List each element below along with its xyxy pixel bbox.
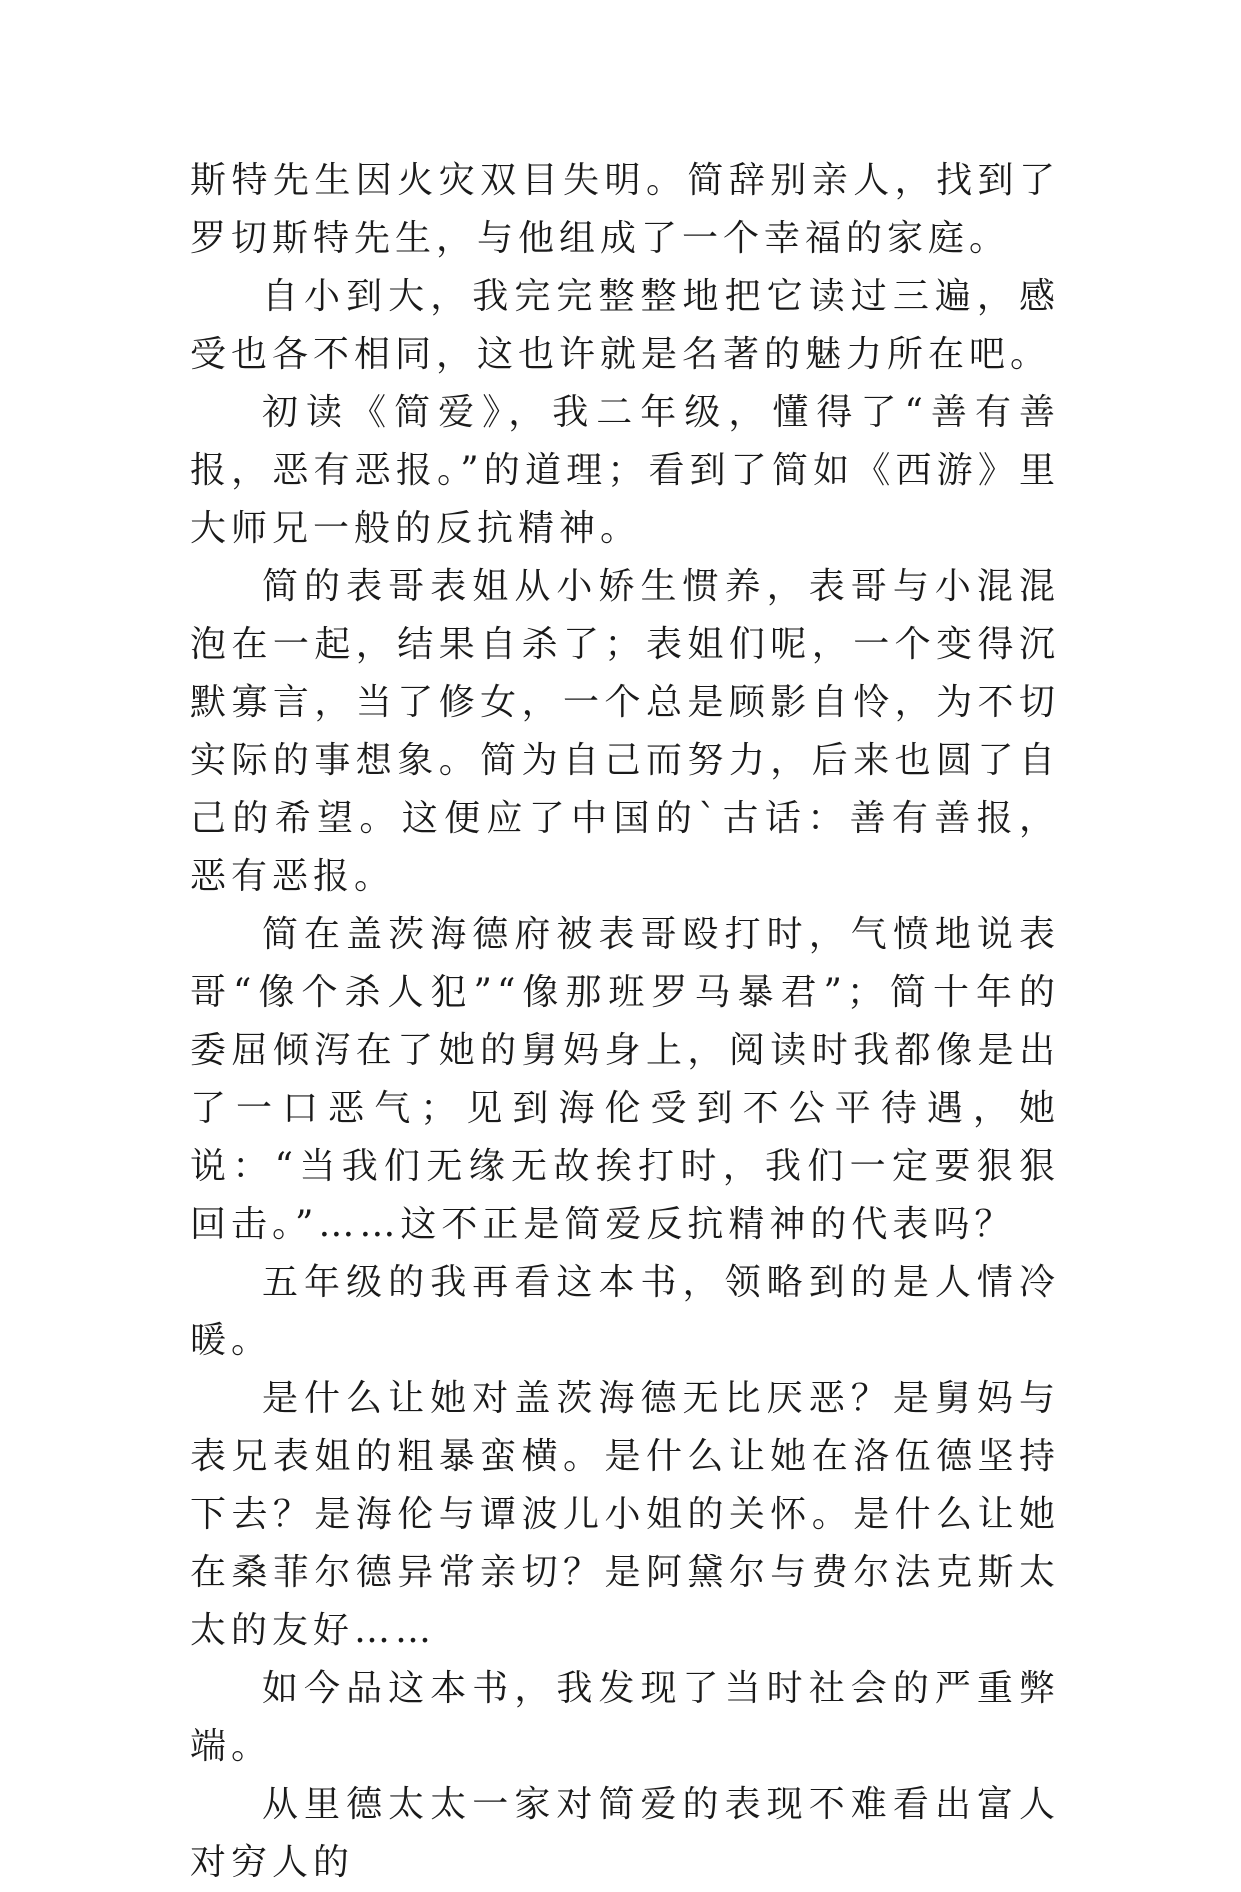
- paragraph-3: 初读《简爱》，我二年级，懂得了“善有善报，恶有恶报。”的道理；看到了简如《西游》里大师兄一般的反抗精神。: [190, 392, 1060, 549]
- paragraph-1: 斯特先生因火灾双目失明。简辞别亲人，找到了罗切斯特先生，与他组成了一个幸福的家庭。: [190, 160, 1060, 259]
- paragraph-9: 从里德太太一家对简爱的表现不难看出富人对穷人的: [190, 1784, 1060, 1883]
- paragraph-2: 自小到大，我完完整整地把它读过三遍，感受也各不相同，这也许就是名著的魅力所在吧。: [190, 276, 1060, 375]
- paragraph-7: 是什么让她对盖茨海德无比厌恶？是舅妈与表兄表姐的粗暴蛮横。是什么让她在洛伍德坚持下去？是海伦与谭波儿小姐的关怀。是什么让她在桑菲尔德异常亲切？是阿黛尔与费尔法克斯太太的友好……: [190, 1378, 1060, 1651]
- paragraph-5: 简在盖茨海德府被表哥殴打时，气愤地说表哥“像个杀人犯”“像那班罗马暴君”；简十年的委屈倾泻在了她的舅妈身上，阅读时我都像是出了一口恶气；见到海伦受到不公平待遇，她说：“当我们无缘无故挨打时，我们一定要狠狠回击。”……这不正是简爱反抗精神的代表吗？: [190, 914, 1060, 1245]
- paragraph-8: 如今品这本书，我发现了当时社会的严重弊端。: [190, 1668, 1060, 1767]
- paragraph-6: 五年级的我再看这本书，领略到的是人情冷暖。: [190, 1262, 1060, 1361]
- document-body: [190, 152, 1060, 1892]
- paragraph-4: 简的表哥表姐从小娇生惯养，表哥与小混混泡在一起，结果自杀了；表姐们呢，一个变得沉默寡言，当了修女，一个总是顾影自怜，为不切实际的事想象。简为自己而努力，后来也圆了自己的希望。这便应了中国的`古话：善有善报，恶有恶报。: [190, 566, 1060, 897]
